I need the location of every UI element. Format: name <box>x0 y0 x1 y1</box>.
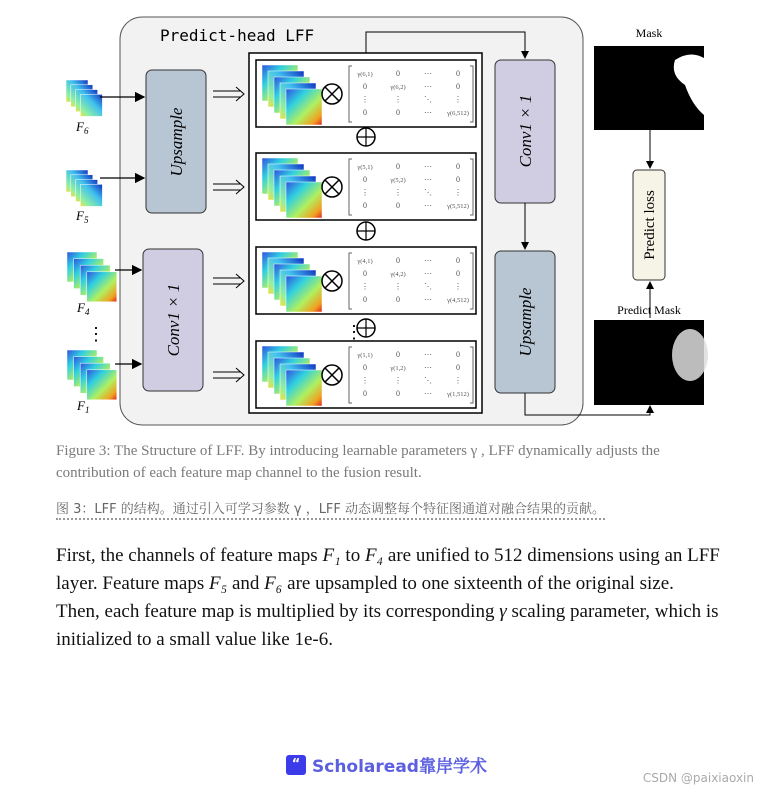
gamma-matrix-entry: 0 <box>396 108 400 117</box>
weighted-feature-block <box>256 153 476 220</box>
gamma-matrix-entry: ⋱ <box>424 188 432 197</box>
gamma-matrix-entry: ⋯ <box>424 175 432 184</box>
weighted-feature-block <box>256 60 476 127</box>
gamma-matrix-entry: 0 <box>456 363 460 372</box>
figure-caption: Figure 3: The Structure of LFF. By introducing learnable parameters γ , LFF dynamically adjusts the contribution of each feature map channel to the fusion result. <box>56 443 660 481</box>
gamma-matrix-entry: 0 <box>363 201 367 210</box>
gamma-matrix-entry: 0 <box>396 69 400 78</box>
gamma-matrix-entry: 0 <box>456 175 460 184</box>
quote-logo-icon: “ <box>286 755 306 775</box>
gamma-matrix-entry: γ(6,512) <box>447 110 469 117</box>
upsample-label: Upsample <box>167 107 186 177</box>
gamma-matrix-entry: ⋮ <box>361 95 369 104</box>
gamma-matrix-entry: 0 <box>396 295 400 304</box>
gamma-matrix-entry: ⋮ <box>361 282 369 291</box>
gamma-matrix-entry: γ(4,1) <box>357 258 373 265</box>
gamma-matrix-entry: γ(5,1) <box>357 164 373 171</box>
gamma-matrix-entry: ⋯ <box>424 389 432 398</box>
gamma-matrix-entry: 0 <box>456 350 460 359</box>
gamma-matrix-entry: ⋯ <box>424 201 432 210</box>
body-paragraph: First, the channels of feature maps F₁ to F₄ are unified to 512 dimensions using an LFF layer. Feature maps F₅ and F₆ are upsampled to one sixteenth of the original size. Then, each feature map is multiplied by its corresponding γ scaling parameter, which is initialized to a small value like 1e-6. <box>56 545 720 650</box>
conv-label-left: Conv1 × 1 <box>164 283 183 357</box>
feature-map-thumb <box>286 370 322 406</box>
gamma-matrix-entry: 0 <box>396 201 400 210</box>
gamma-matrix-entry: 0 <box>396 162 400 171</box>
gamma-matrix-entry: 0 <box>363 295 367 304</box>
gamma-matrix-entry: ⋮ <box>454 95 462 104</box>
conv-label-right: Conv1 × 1 <box>516 94 535 168</box>
gamma-matrix-entry: ⋮ <box>361 188 369 197</box>
predict-loss-label: Predict loss <box>642 190 658 260</box>
gamma-matrix-entry: ⋮ <box>394 188 402 197</box>
gamma-matrix-entry: 0 <box>456 256 460 265</box>
gamma-matrix-entry: 0 <box>363 363 367 372</box>
mask-label: Mask <box>635 26 663 40</box>
feature-map-thumb <box>286 89 322 125</box>
gamma-matrix-entry: ⋯ <box>424 69 432 78</box>
gamma-matrix-entry: ⋯ <box>424 363 432 372</box>
gamma-matrix-entry: 0 <box>396 256 400 265</box>
gamma-matrix-entry: 0 <box>456 269 460 278</box>
feature-map-thumb <box>286 182 322 218</box>
gamma-matrix-entry: γ(4,2) <box>390 271 406 278</box>
gamma-matrix-entry: ⋯ <box>424 82 432 91</box>
gamma-matrix-entry: γ(1,512) <box>447 391 469 398</box>
gamma-matrix-entry: 0 <box>363 269 367 278</box>
gamma-matrix-entry: γ(5,2) <box>390 177 406 184</box>
upsample-label-right: Upsample <box>516 287 535 357</box>
gamma-matrix-entry: 0 <box>396 350 400 359</box>
panel-title: Predict-head LFF <box>160 26 315 45</box>
gamma-matrix-entry: γ(6,2) <box>390 84 406 91</box>
gamma-matrix-entry: ⋮ <box>394 282 402 291</box>
gamma-matrix-entry: 0 <box>456 162 460 171</box>
gamma-matrix-entry: 0 <box>363 389 367 398</box>
gamma-matrix-entry: ⋯ <box>424 108 432 117</box>
gamma-matrix-entry: γ(6,1) <box>357 71 373 78</box>
gamma-matrix-entry: ⋮ <box>394 95 402 104</box>
feature-label: $F_4$ <box>77 300 90 317</box>
gamma-matrix-entry: 0 <box>456 82 460 91</box>
gamma-matrix-entry: γ(4,512) <box>447 297 469 304</box>
gamma-matrix-entry: ⋮ <box>394 376 402 385</box>
gamma-matrix-entry: γ(1,2) <box>390 365 406 372</box>
gamma-matrix-entry: 0 <box>363 82 367 91</box>
gamma-matrix-entry: 0 <box>363 175 367 184</box>
figure-caption-cn: 图 3：LFF 的结构。通过引入可学习参数 γ ，LFF 动态调整每个特征图通道对融合结果的贡献。 <box>56 498 605 520</box>
gamma-matrix-entry: ⋯ <box>424 162 432 171</box>
gamma-matrix-entry: 0 <box>456 69 460 78</box>
feature-label: $F_5$ <box>76 208 89 225</box>
gamma-matrix-entry: γ(1,1) <box>357 352 373 359</box>
gamma-matrix-entry: ⋯ <box>424 256 432 265</box>
weighted-feature-block <box>256 341 476 408</box>
ellipsis-dots: ⋮ <box>345 322 363 342</box>
scholaread-brand[interactable]: “ Scholaread靠岸学术 <box>286 752 487 777</box>
feature-map-thumb <box>286 276 322 312</box>
gamma-matrix-entry: ⋱ <box>424 95 432 104</box>
feature-label: $F_1$ <box>77 398 90 415</box>
predict-mask-label: Predict Mask <box>617 303 681 317</box>
feature-label: $F_6$ <box>76 119 89 136</box>
ellipsis-dots-features: ⋮ <box>87 324 105 344</box>
gamma-matrix-entry: ⋮ <box>361 376 369 385</box>
gamma-matrix-entry: ⋯ <box>424 269 432 278</box>
weighted-feature-block <box>256 247 476 314</box>
gamma-matrix-entry: γ(5,512) <box>447 203 469 210</box>
gamma-matrix-entry: ⋱ <box>424 376 432 385</box>
gamma-matrix-entry: ⋮ <box>454 376 462 385</box>
gamma-matrix-entry: 0 <box>363 108 367 117</box>
gamma-matrix-entry: ⋯ <box>424 295 432 304</box>
csdn-watermark: CSDN @paixiaoxin <box>642 771 754 785</box>
gamma-matrix-entry: ⋮ <box>454 188 462 197</box>
gamma-matrix-entry: ⋮ <box>454 282 462 291</box>
gamma-matrix-entry: ⋯ <box>424 350 432 359</box>
gamma-matrix-entry: ⋱ <box>424 282 432 291</box>
gamma-matrix-entry: 0 <box>396 389 400 398</box>
